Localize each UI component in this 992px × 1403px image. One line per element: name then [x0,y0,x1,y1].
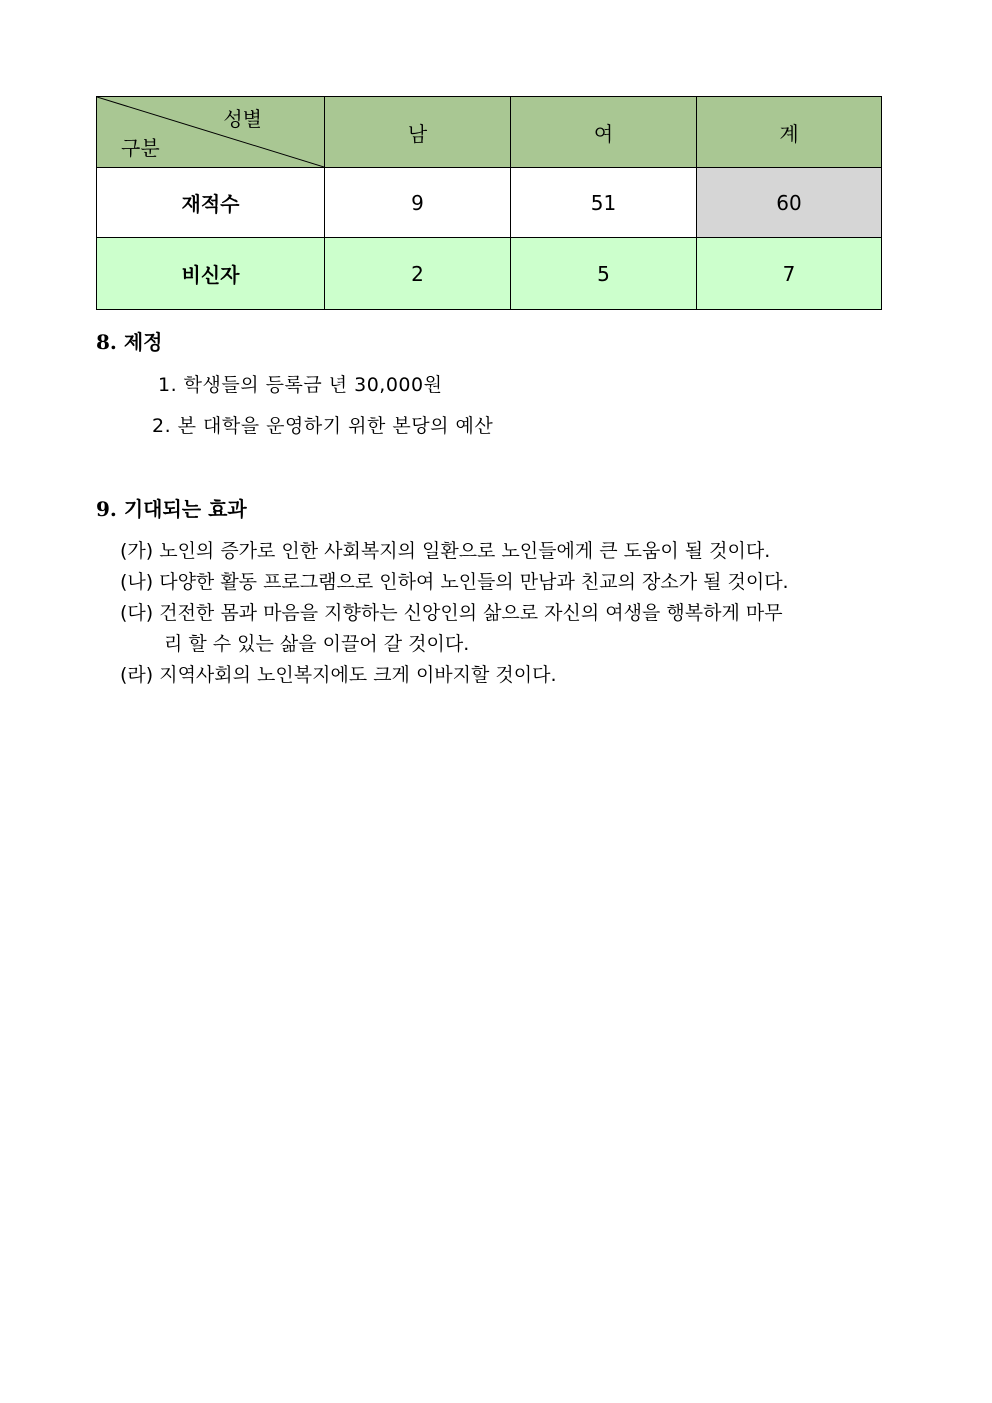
cell-nonbeliever-total: 7 [697,238,882,310]
cell-nonbeliever-female: 5 [511,238,697,310]
section-9-item-b: (나) 다양한 활동 프로그램으로 인하여 노인들의 만남과 친교의 장소가 될 것이다. [120,571,789,593]
cell-enrolled-total: 60 [697,168,882,238]
section-8-title: 8. 제정 [96,330,163,354]
header-male: 남 [325,97,511,168]
cell-enrolled-male: 9 [325,168,511,238]
section-9-item-c: (다) 건전한 몸과 마음을 지향하는 신앙인의 삶으로 자신의 여생을 행복하게 마무 [120,602,783,624]
section-9-title: 9. 기대되는 효과 [96,497,247,521]
table-header-row [97,97,882,168]
table-row [97,238,882,310]
header-total: 계 [697,97,882,168]
section-9-item-a: (가) 노인의 증가로 인한 사회복지의 일환으로 노인들에게 큰 도움이 될 것이다. [120,540,771,562]
section-8-item-1: 1. 학생들의 등록금 년 30,000원 [158,374,443,396]
table-row [97,168,882,238]
row-label-nonbeliever: 비신자 [97,238,325,310]
enrollment-table [96,96,882,310]
row-label-enrolled: 재적수 [97,168,325,238]
section-9-item-d: (라) 지역사회의 노인복지에도 크게 이바지할 것이다. [120,664,557,686]
header-female: 여 [511,97,697,168]
section-9-item-c-cont: 리 할 수 있는 삶을 이끌어 갈 것이다. [164,633,470,655]
cell-enrolled-female: 51 [511,168,697,238]
section-8-item-2: 2. 본 대학을 운영하기 위한 본당의 예산 [152,415,494,437]
corner-label-gender: 성별 [223,107,262,131]
corner-header-cell [97,97,325,168]
cell-nonbeliever-male: 2 [325,238,511,310]
corner-label-category: 구분 [121,136,160,160]
